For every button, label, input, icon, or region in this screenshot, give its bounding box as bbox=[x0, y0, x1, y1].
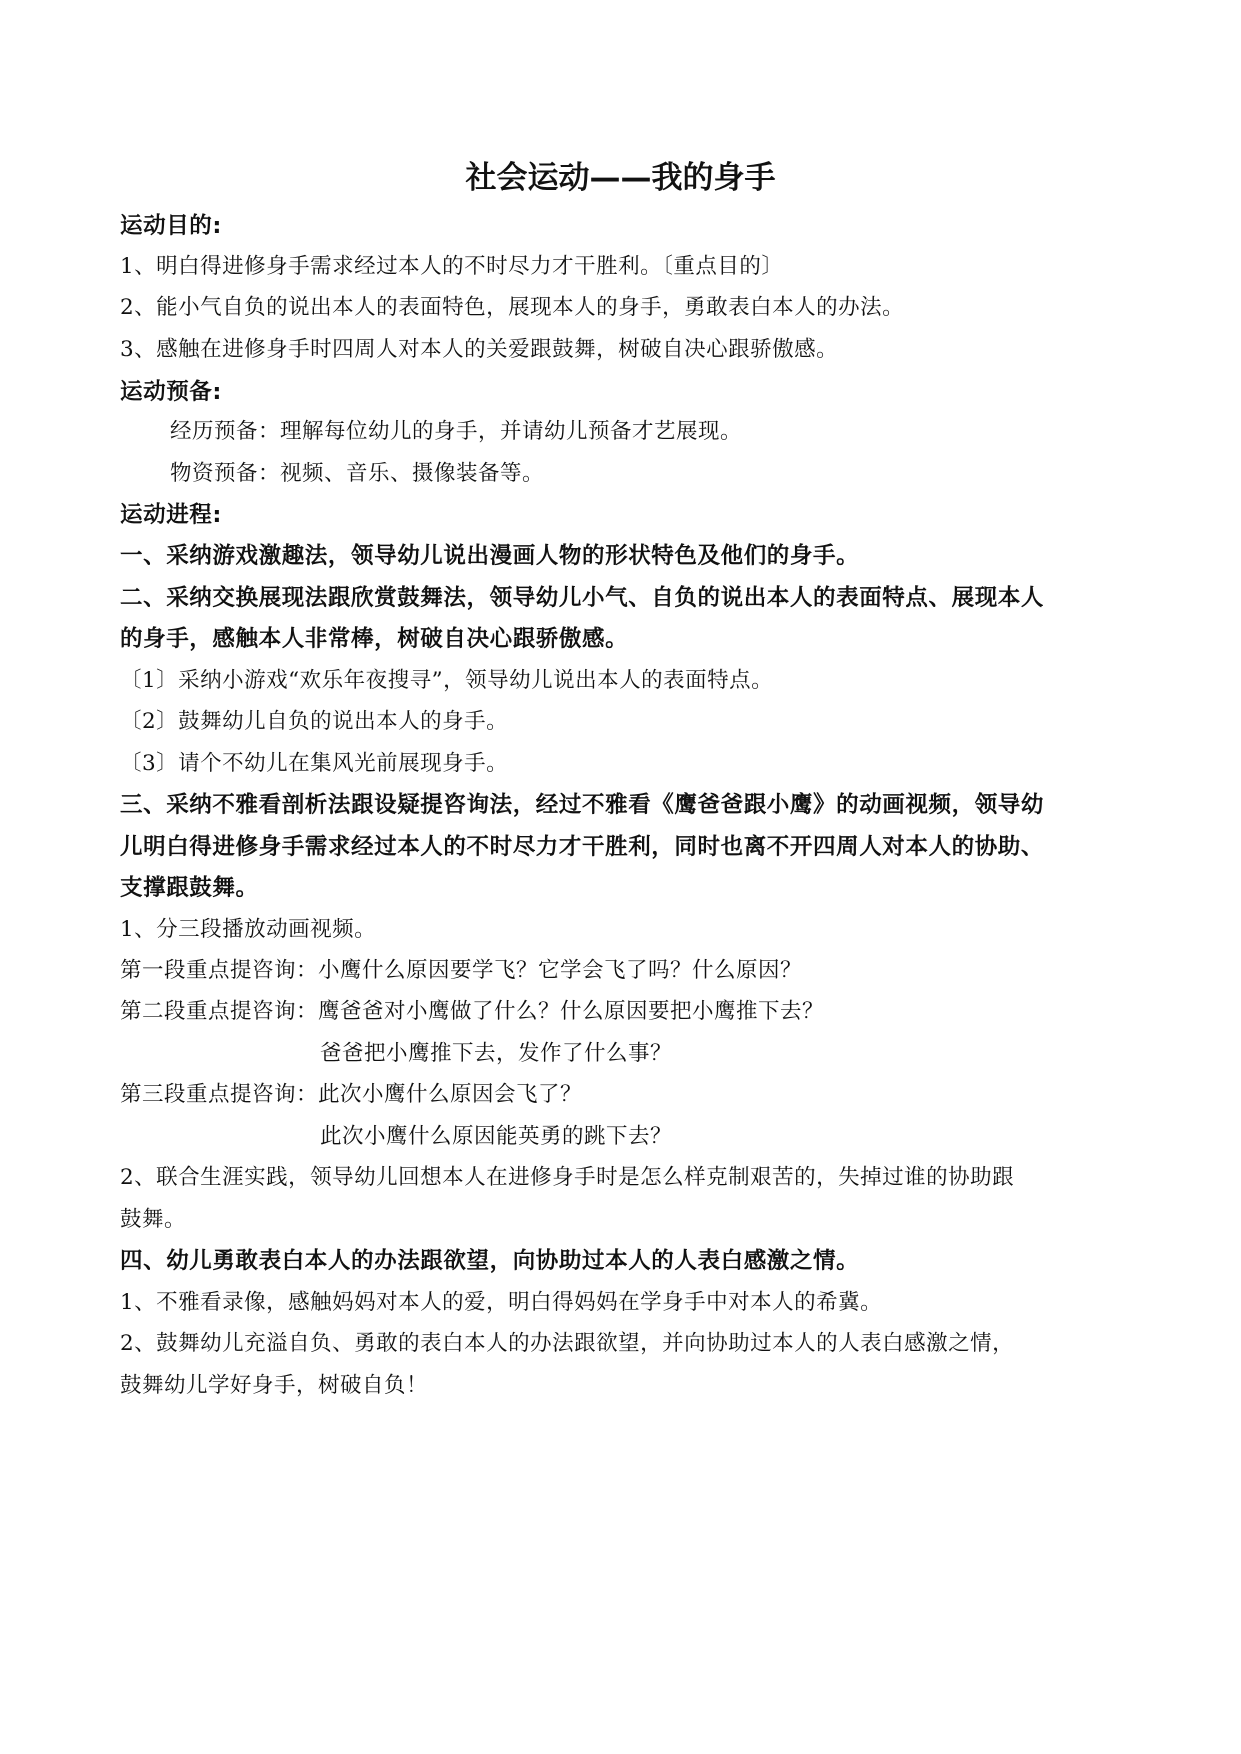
document-title: 社会运动——我的身手 bbox=[465, 160, 776, 196]
process-step-2-line-2: 的身手，感触本人非常棒，树破自决心跟骄傲感。 bbox=[120, 626, 629, 652]
segment-3-question-continued: 此次小鹰什么原因能英勇的跳下去？ bbox=[320, 1124, 673, 1149]
section-heading-process: 运动进程: bbox=[120, 502, 222, 528]
step-4-item-2-line-1: 2、鼓舞幼儿充溢自负、勇敢的表白本人的办法跟欲望，并向协助过本人的人表白感激之情， bbox=[120, 1331, 1015, 1356]
goal-item-2: 2、能小气自负的说出本人的表面特色，展现本人的身手，勇敢表白本人的办法。 bbox=[120, 295, 905, 320]
preparation-experience: 经历预备：理解每位幼儿的身手，并请幼儿预备才艺展现。 bbox=[170, 419, 743, 444]
process-step-3-line-2: 儿明白得进修身手需求经过本人的不时尽力才干胜利，同时也离不开四周人对本人的协助、 bbox=[120, 834, 1045, 860]
segment-2-question: 第二段重点提咨询：鹰爸爸对小鹰做了什么？什么原因要把小鹰推下去？ bbox=[120, 999, 825, 1024]
section-heading-goals: 运动目的: bbox=[120, 213, 222, 239]
step-3-item-1: 1、分三段播放动画视频。 bbox=[120, 917, 377, 942]
process-step-1: 一、采纳游戏激趣法，领导幼儿说出漫画人物的形状特色及他们的身手。 bbox=[120, 543, 860, 569]
goal-item-1: 1、明白得进修身手需求经过本人的不时尽力才干胜利。〔重点目的〕 bbox=[120, 254, 784, 279]
step-3-item-2-line-1: 2、联合生涯实践，领导幼儿回想本人在进修身手时是怎么样克制艰苦的，失掉过谁的协助跟 bbox=[120, 1165, 1015, 1190]
process-step-3-line-3: 支撑跟鼓舞。 bbox=[120, 875, 259, 901]
segment-1-question: 第一段重点提咨询：小鹰什么原因要学飞？它学会飞了吗？什么原因？ bbox=[120, 958, 803, 983]
goal-item-3: 3、感触在进修身手时四周人对本人的关爱跟鼓舞，树破自决心跟骄傲感。 bbox=[120, 337, 839, 362]
process-substep-1: 〔1〕采纳小游戏“欢乐年夜搜寻”，领导幼儿说出本人的表面特点。 bbox=[120, 668, 774, 693]
preparation-materials: 物资预备：视频、音乐、摄像装备等。 bbox=[170, 461, 545, 486]
process-step-2-line-1: 二、采纳交换展现法跟欣赏鼓舞法，领导幼儿小气、自负的说出本人的表面特点、展现本人 bbox=[120, 585, 1045, 611]
segment-2-question-continued: 爸爸把小鹰推下去，发作了什么事？ bbox=[320, 1041, 673, 1066]
step-3-item-2-line-2: 鼓舞。 bbox=[120, 1207, 187, 1232]
process-step-4: 四、幼儿勇敢表白本人的办法跟欲望，向协助过本人的人表白感激之情。 bbox=[120, 1248, 860, 1274]
step-4-item-2-line-2: 鼓舞幼儿学好身手，树破自负！ bbox=[120, 1373, 429, 1398]
step-4-item-1: 1、不雅看录像，感触妈妈对本人的爱，明白得妈妈在学身手中对本人的希冀。 bbox=[120, 1290, 883, 1315]
process-step-3-line-1: 三、采纳不雅看剖析法跟设疑提咨询法，经过不雅看《鹰爸爸跟小鹰》的动画视频，领导幼 bbox=[120, 792, 1045, 818]
section-heading-preparation: 运动预备: bbox=[120, 379, 222, 405]
segment-3-question: 第三段重点提咨询：此次小鹰什么原因会飞了？ bbox=[120, 1082, 583, 1107]
process-substep-2: 〔2〕鼓舞幼儿自负的说出本人的身手。 bbox=[120, 709, 509, 734]
process-substep-3: 〔3〕请个不幼儿在集风光前展现身手。 bbox=[120, 751, 509, 776]
